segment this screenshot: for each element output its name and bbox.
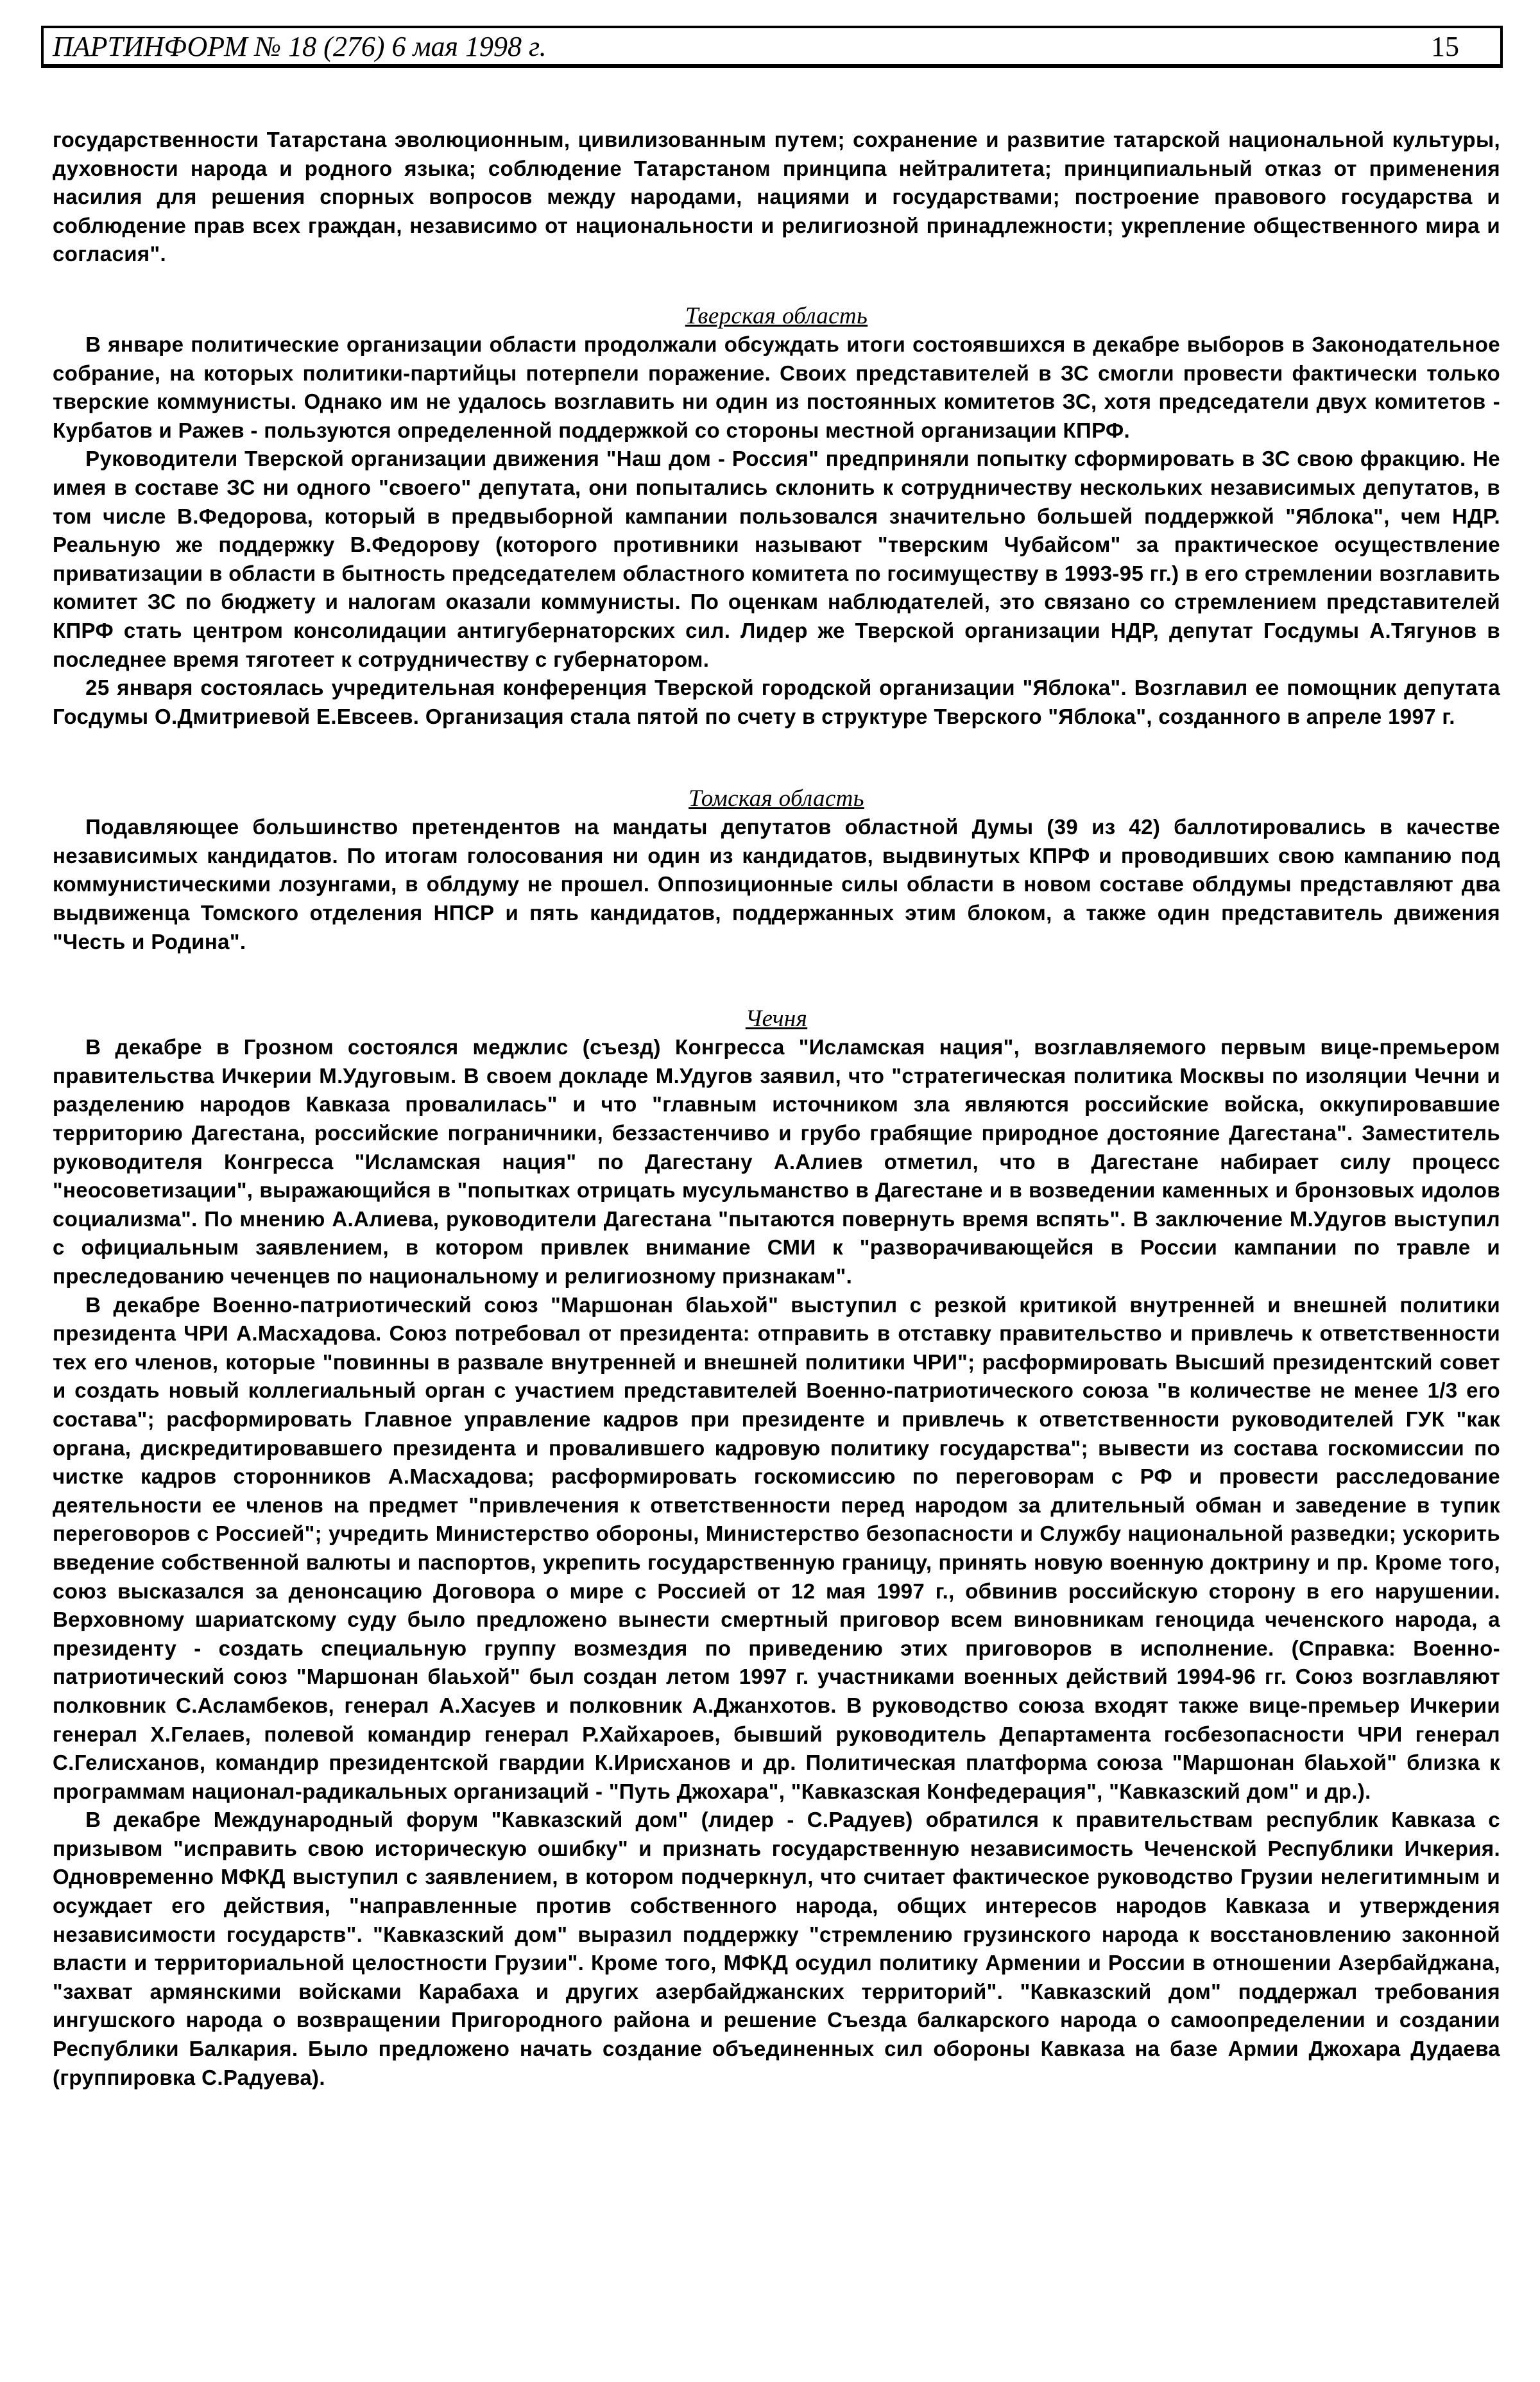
paragraph: Руководители Тверской организации движения "Наш дом - Россия" предприняли попытку сформировать в ЗС свою фракцию. Не имея в составе ЗС ни одного "своего" депутата, они попытались склонить к сотрудничеству нескольких независимых депутатов, в том числе В.Федорова, который в предвыборной кампании пользовался значительно большей поддержкой "Яблока", чем НДР. Реальную же поддержку В.Федорову (которого противники называют "тверским Чубайсом" за практическое осуществление приватизации в области в бытность председателем областного комитета по госимуществу в 1993-95 гг.) в его стремлении возглавить комитет ЗС по бюджету и налогам оказали коммунисты. По оценкам наблюдателей, это связано со стремлением представителей КПРФ стать центром консолидации антигубернаторских сил. Лидер же Тверской организации НДР, депутат Госдумы А.Тягунов в последнее время тяготеет к сотрудничеству с губернатором. [53, 447, 1500, 671]
section-tomsk [53, 785, 1500, 956]
paragraph: Подавляющее большинство претендентов на мандаты депутатов областной Думы (39 из 42) баллотировались в качестве независимых кандидатов. По итогам голосования ни один из кандидатов, выдвинутых КПРФ и проводивших свою кампанию под коммунистическими лозунгами, в облдуму не прошел. Оппозиционные силы области в новом составе облдумы представляют два выдвиженца Томского отделения НПСР и пять кандидатов, поддержанных этим блоком, а также один представитель движения "Честь и Родина". [53, 815, 1500, 954]
intro-paragraph: государственности Татарстана эволюционным, цивилизованным путем; сохранение и развитие татарской национальной культуры, духовности народа и родного языка; соблюдение Татарстаном принципа нейтралитета; принципиальный отказ от применения насилия для решения спорных вопросов между народами, нациями и государствами; построение правового государства и соблюдение прав всех граждан, независимо от национальности и религиозной принадлежности; укрепление общественного мира и согласия". [53, 128, 1500, 266]
paragraph: В январе политические организации области продолжали обсуждать итоги состоявшихся в декабре выборов в Законодательное собрание, на которых политики-партийцы потерпели поражение. Своих представителей в ЗС смогли провести фактически только тверские коммунисты. Однако им не удалось возглавить ни один из постоянных комитетов ЗС, хотя председатели двух комитетов - Курбатов и Ражев - пользуются определенной поддержкой со стороны местной организации КПРФ. [53, 332, 1500, 442]
page-number: 15 [1431, 30, 1459, 62]
section-tver [53, 302, 1500, 731]
paragraph: 25 января состоялась учредительная конференция Тверской городской организации "Яблока". Возглавил ее помощник депутата Госдумы О.Дмитриевой Е.Евсеев. Организация стала пятой по счету в структуре Тверского "Яблока", созданного в апреле 1997 г. [53, 676, 1500, 728]
section-title: Тверская область [685, 302, 868, 329]
publication-title: ПАРТИНФОРМ № 18 (276) 6 мая 1998 г. [53, 30, 547, 62]
article-body [53, 126, 1500, 2092]
paragraph: В декабре Международный форум "Кавказский дом" (лидер - С.Радуев) обратился к правительствам республик Кавказа с призывом "исправить свою историческую ошибку" и признать государственную независимость Чеченской Республики Ичкерия. Одновременно МФКД выступил с заявлением, в котором подчеркнул, что считает фактическое руководство Грузии нелегитимным и осуждает его действия, "направленные против собственного народа, общих интересов народов Кавказа и утверждения независимости государств". "Кавказский дом" выразил поддержку "стремлению грузинского народа к восстановлению законной власти и территориальной целостности Грузии". Кроме того, МФКД осудил политику Армении и России в отношении Азербайджана, "захват армянскими войсками Карабаха и других азербайджанских территорий". "Кавказский дом" поддержал требования ингушского народа о возвращении Пригородного района и решение Съезда балкарского народа о самоопределении и создании Республики Балкария. Было предложено начать создание объединенных сил обороны Кавказа на базе Армии Джохара Дудаева (группировка С.Радуева). [53, 1808, 1500, 2089]
section-title: Чечня [745, 1006, 808, 1032]
section-chechnya [53, 1005, 1500, 2092]
paragraph: В декабре в Грозном состоялся меджлис (съезд) Конгресса "Исламская нация", возглавляемого первым вице-премьером правительства Ичкерии М.Удуговым. В своем докладе М.Удугов заявил, что "стратегическая политика Москвы по изоляции Чечни и разделению народов Кавказа провалилась" и что "главным источником зла являются российские войска, оккупировавшие территорию Дагестана, российские пограничники, беззастенчиво и грубо грабящие природное достояние Дагестана". Заместитель руководителя Конгресса "Исламская нация" по Дагестану А.Алиев отметил, что в Дагестане набирает силу процесс "неосоветизации", выражающийся в "попытках отрицать мусульманство в Дагестане и в возведении каменных и бронзовых идолов социализма". По мнению А.Алиева, руководители Дагестана "пытаются повернуть время вспять". В заключение М.Удугов выступил с официальным заявлением, в котором привлек внимание СМИ к "разворачивающейся в России кампании по травле и преследованию чеченцев по национальному и религиозному признакам". [53, 1035, 1500, 1288]
paragraph: В декабре Военно-патриотический союз "Маршонан бlаьхой" выступил с резкой критикой внутренней и внешней политики президента ЧРИ А.Масхадова. Союз потребовал от президента: отправить в отставку правительство и привлечь к ответственности тех его членов, которые "повинны в развале внутренней и внешней политики ЧРИ"; расформировать Высший президентский совет и создать новый коллегиальный орган с участием представителей Военно-патриотического союза "в количестве не менее 1/3 его состава"; расформировать Главное управление кадров при президенте и привлечь к ответственности руководителей ГУК "как органа, дискредитировавшего президента и провалившего кадровую политику государства"; вывести из состава госкомиссии по чистке кадров сторонников А.Масхадова; расформировать госкомиссию по переговорам с РФ и провести расследование деятельности ее членов на предмет "привлечения к ответственности перед народом за длительный обман и заведение в тупик переговоров с Россией"; учредить Министерство обороны, Министерство безопасности и Службу национальной разведки; ускорить введение собственной валюты и паспортов, укрепить государственную границу, принять новую военную доктрину и пр. Кроме того, союз высказался за денонсацию Договора о мире с Россией от 12 мая 1997 г., обвинив российскую сторону в его нарушении. Верховному шариатскому суду было предложено вынести смертный приговор всем виновникам геноцида чеченского народа, а президенту - создать специальную группу возмездия по приведению этих приговоров в исполнение. (Справка: Военно-патриотический союз "Маршонан бlаьхой" был создан летом 1997 г. участниками военных действий 1994-96 гг. Союз возглавляют полковник С.Асламбеков, генерал А.Хасуев и полковник А.Джанхотов. В руководство союза входят также вице-премьер Ичкерии генерал Х.Гелаев, полевой командир генерал Р.Хайхароев, бывший руководитель Департамента госбезопасности ЧРИ генерал С.Гелисханов, командир президентской гвардии К.Ирисханов и др. Политическая платформа союза "Маршонан бlаьхой" близка к программам национал-радикальных организаций - "Путь Джохара", "Кавказская Конфедерация", "Кавказский дом" и др.). [53, 1292, 1500, 1803]
page-header [41, 26, 1503, 68]
section-title: Томская область [689, 785, 864, 812]
